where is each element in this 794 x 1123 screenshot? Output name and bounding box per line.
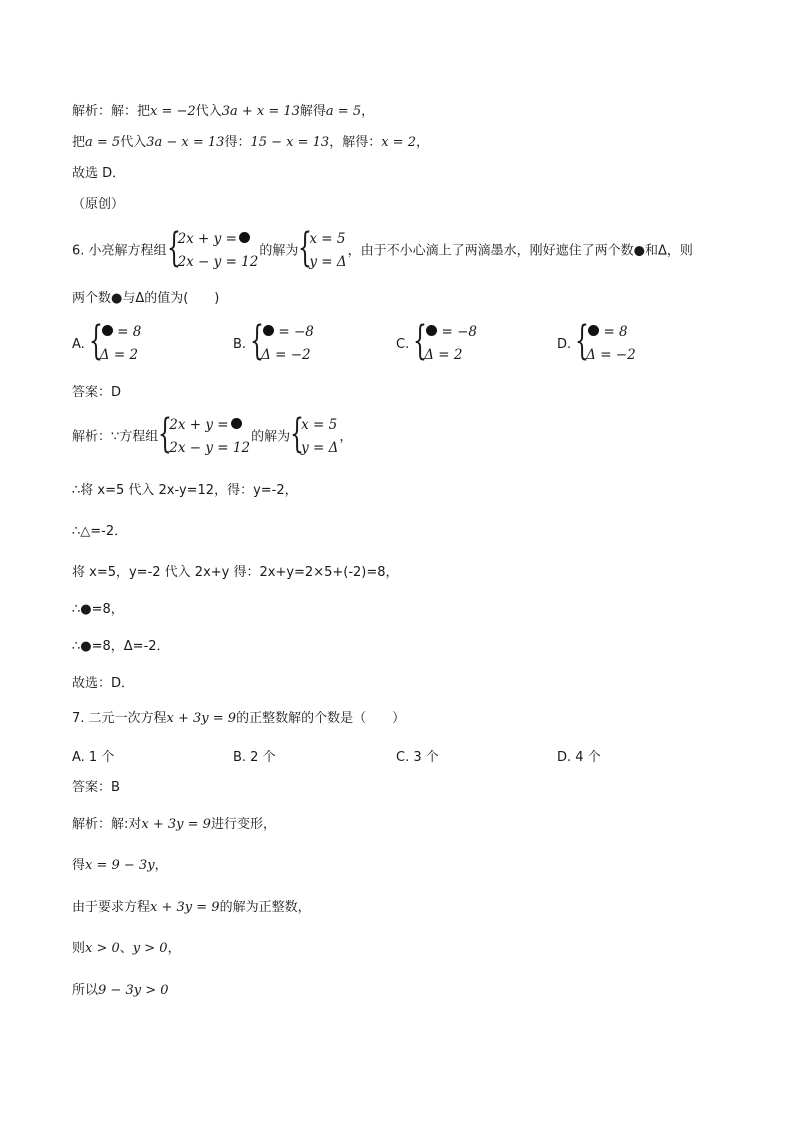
text: 得： [224,135,251,150]
text: 则 [72,941,86,956]
choose-d-line: 故选 D． [72,166,126,181]
option-system: { = −8 Δ = −2 [251,321,314,367]
text: 的解为正整数， [219,900,311,915]
source-note: （原创） [72,197,125,212]
question-7-stem [72,709,405,729]
eq-row: 2x − y = 12 [169,440,251,456]
text: ， [167,941,181,956]
q7-step-3 [72,898,311,918]
text: 把 [72,135,86,150]
math: x = 9 − 3y [85,858,155,873]
q7-step-2 [72,856,168,876]
text: 7. 二元一次方程 [72,711,167,726]
q6-step-2: ∴△=-2． [72,524,128,539]
math: y > 0 [132,941,168,956]
ink-dot-icon [426,325,437,336]
text: 由于要求方程 [72,900,151,915]
eq-row: 2x + y = [177,231,237,247]
text: 解析：解：把 [72,104,151,119]
question-6-stem [72,225,693,274]
ink-dot-icon [239,232,250,243]
q6-step-1: ∴将 x=5 代入 2x-y=12，得：y=-2， [72,483,298,498]
text: 代入 [120,135,147,150]
question-7-answer: 答案：B [72,780,120,795]
text: 解得 [299,104,326,119]
q7-step-1 [72,815,276,835]
eq-row: = −8 [441,324,478,340]
solution-line-1 [72,102,374,122]
question-6-solution [72,411,353,460]
text: ， [415,135,429,150]
equation-system: { 2x + y = 2x − y = 12 [159,414,250,460]
equation-system: { 2x + y = 2x − y = 12 [168,228,259,274]
q6-step-4: ∴●=8， [72,602,124,617]
text: 的解为 [259,243,299,259]
text: 解析：∵方程组 [72,429,159,445]
solution-system: { x = 5 y = Δ [299,228,346,274]
q6-step-6: 故选：D． [72,676,135,691]
math: 3a + x = 13 [221,104,300,119]
text: ， [361,104,375,119]
eq-row: y = Δ [301,440,339,456]
math: x = 2 [381,135,416,150]
eq-row: y = Δ [309,254,347,270]
text: 得 [72,858,86,873]
q7-step-4 [72,939,181,959]
text: ，由于不小心滴上了两滴墨水，刚好遮住了两个数●和Δ，则 [347,243,693,259]
question-6-answer: 答案：D [72,385,122,400]
eq-row: Δ = −2 [261,347,311,363]
option-system: { = 8 Δ = 2 [90,321,142,367]
ink-dot-icon [102,325,113,336]
text: 、 [119,941,133,956]
option-system: { = −8 Δ = 2 [414,321,477,367]
ink-dot-icon [263,325,274,336]
q6-step-3: 将 x=5，y=-2 代入 2x+y 得：2x+y=2×5+(-2)=8， [72,565,399,580]
ink-dot-icon [588,325,599,336]
text: ， [339,429,353,445]
option-label: C. [396,336,410,352]
eq-row: = 8 [603,324,628,340]
text: 的解为 [251,429,291,445]
text: 所以 [72,983,99,998]
eq-row: Δ = −2 [586,347,636,363]
q6-step-5: ∴●=8，Δ=-2． [72,639,170,654]
q7-option-c[interactable]: C. 3 个 [396,750,439,765]
math: 15 − x = 13 [250,135,330,150]
math: x + 3y = 9 [166,711,237,726]
eq-row: x = 5 [309,231,346,247]
math: x > 0 [85,941,120,956]
math: x + 3y = 9 [150,900,220,915]
text: 代入 [195,104,222,119]
math: 9 − 3y > 0 [98,983,169,998]
math: a = 5 [325,104,362,119]
eq-row: 2x − y = 12 [177,254,259,270]
text: 进行变形， [210,817,276,832]
option-b[interactable] [233,318,315,367]
text: 小亮解方程组 [88,243,167,259]
solution-system: { x = 5 y = Δ [291,414,338,460]
question-number: 6. [72,243,85,259]
text: ，解得： [329,135,382,150]
math: a = 5 [85,135,121,150]
math: x + 3y = 9 [141,817,211,832]
eq-row: = 8 [117,324,142,340]
q7-option-a[interactable]: A. 1 个 [72,750,115,765]
eq-row: Δ = 2 [424,347,463,363]
text: 解析：解:对 [72,817,142,832]
text: 的正整数解的个数是（ ） [236,711,406,726]
text: ， [154,858,168,873]
eq-row: 2x + y = [169,417,229,433]
question-6-stem-2: 两个数●与Δ的值为( ) [72,291,220,306]
q7-option-d[interactable]: D. 4 个 [557,750,601,765]
solution-line-2 [72,133,429,153]
q7-step-5 [72,981,169,1001]
eq-row: = −8 [278,324,314,340]
ink-dot-icon [231,418,242,429]
math: 3a − x = 13 [146,135,225,150]
option-c[interactable] [396,318,478,367]
eq-row: Δ = 2 [99,347,139,363]
q7-option-b[interactable]: B. 2 个 [233,750,276,765]
option-system: { = 8 Δ = −2 [576,321,636,367]
option-a[interactable] [72,318,142,367]
eq-row: x = 5 [301,417,338,433]
option-d[interactable] [557,318,637,367]
math: x = −2 [150,104,196,119]
option-label: A. [72,336,85,352]
option-label: D. [557,336,572,352]
option-label: B. [233,336,247,352]
